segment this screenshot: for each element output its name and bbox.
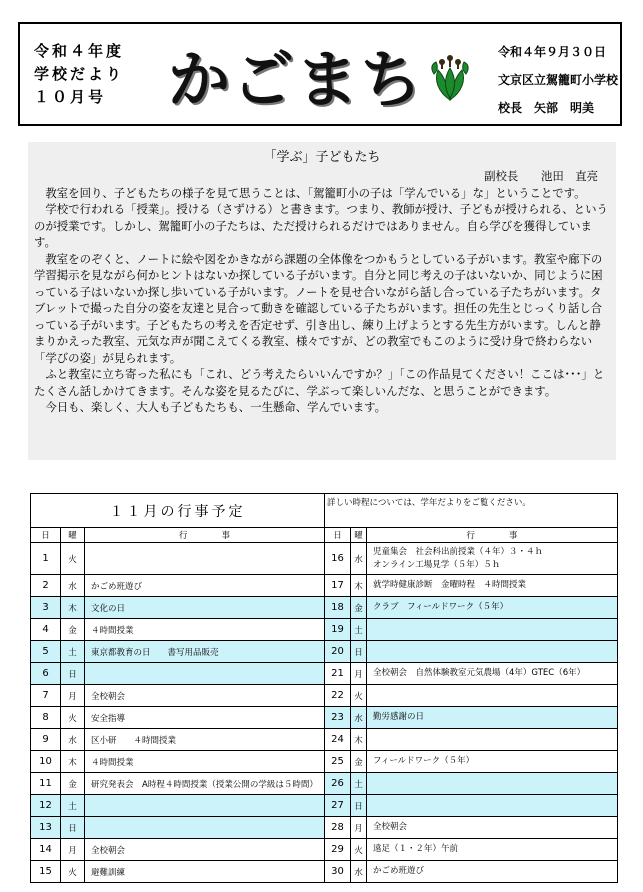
schedule-day: 23 <box>325 707 351 729</box>
school-crest-icon <box>428 54 472 102</box>
schedule-day: 28 <box>325 817 351 839</box>
col-dow-header: 曜 <box>351 528 367 543</box>
schedule-event-line: クラブ フィールドワーク（５年） <box>373 602 509 612</box>
schedule-row <box>31 543 618 575</box>
schedule-event <box>367 817 618 839</box>
schedule-dow: 火 <box>61 707 85 729</box>
schedule-dow: 月 <box>61 839 85 861</box>
schedule-dow: 日 <box>351 795 367 817</box>
school-name: 文京区立駕籠町小学校 <box>498 73 619 87</box>
schedule-event <box>367 861 618 883</box>
schedule-event: 全校朝会 <box>85 839 325 861</box>
schedule-event: 研究発表会 A時程４時間授業（授業公開の学級は５時間） <box>85 773 325 795</box>
schedule-dow: 水 <box>351 707 367 729</box>
schedule-day: 15 <box>31 861 61 883</box>
schedule-event: 全校朝会 <box>85 685 325 707</box>
schedule-dow: 金 <box>61 773 85 795</box>
schedule-day: 20 <box>325 641 351 663</box>
article-paragraph: 今日も、楽しく、大人も子どもたちも、一生懸命、学んでいます。 <box>45 400 386 414</box>
schedule-row <box>31 861 618 883</box>
schedule-day: 24 <box>325 729 351 751</box>
col-event-header: 行 事 <box>367 528 618 543</box>
schedule-event <box>367 619 618 641</box>
schedule-dow: 金 <box>61 619 85 641</box>
schedule-event <box>367 795 618 817</box>
schedule-day: 6 <box>31 663 61 685</box>
newsletter-header <box>18 22 622 126</box>
principal-name: 校長 矢部 明美 <box>498 101 595 115</box>
schedule-event <box>367 773 618 795</box>
article-title: 「学ぶ」子どもたち <box>263 150 381 165</box>
schedule-event: 文化の日 <box>85 597 325 619</box>
article-box <box>28 142 616 460</box>
schedule-day: 29 <box>325 839 351 861</box>
schedule-event-line: 遠足（１・２年）午前 <box>373 844 459 854</box>
schedule-dow: 日 <box>61 817 85 839</box>
schedule-event <box>367 663 618 685</box>
schedule-row <box>31 839 618 861</box>
issue-info <box>498 38 620 122</box>
schedule-dow: 木 <box>61 751 85 773</box>
newsletter-title: かごまち <box>168 43 425 116</box>
schedule-day: 3 <box>31 597 61 619</box>
issue-line-2: 学校だより <box>34 65 125 83</box>
issue-date: 令和４年９月３０日 <box>498 45 607 59</box>
schedule-day: 26 <box>325 773 351 795</box>
schedule-title: １１月の行事予定 <box>31 494 325 528</box>
schedule-day: 17 <box>325 575 351 597</box>
schedule-header-row <box>31 528 618 543</box>
schedule-row <box>31 575 618 597</box>
schedule-dow: 水 <box>351 861 367 883</box>
schedule-event <box>367 707 618 729</box>
schedule-event: 避難訓練 <box>85 861 325 883</box>
schedule-event <box>367 839 618 861</box>
schedule-dow: 土 <box>61 795 85 817</box>
schedule-event <box>85 543 325 575</box>
schedule-event <box>367 597 618 619</box>
schedule-event <box>367 641 618 663</box>
schedule-dow: 火 <box>61 543 85 575</box>
schedule-event <box>367 751 618 773</box>
schedule-day: 5 <box>31 641 61 663</box>
schedule-dow: 土 <box>61 641 85 663</box>
schedule-event: 東京都教育の日 書写用品販売 <box>85 641 325 663</box>
schedule-row <box>31 707 618 729</box>
col-dow-header: 曜 <box>61 528 85 543</box>
schedule-day: 11 <box>31 773 61 795</box>
schedule-event <box>367 685 618 707</box>
schedule-row <box>31 685 618 707</box>
schedule-event <box>85 795 325 817</box>
schedule-row <box>31 795 618 817</box>
schedule-event-line: フィールドワーク（５年） <box>373 756 475 766</box>
schedule-day: 16 <box>325 543 351 575</box>
schedule-row <box>31 773 618 795</box>
schedule-event <box>367 729 618 751</box>
schedule-day: 2 <box>31 575 61 597</box>
schedule-dow: 月 <box>351 663 367 685</box>
schedule-day: 7 <box>31 685 61 707</box>
schedule-dow: 月 <box>61 685 85 707</box>
schedule-day: 27 <box>325 795 351 817</box>
schedule-dow: 火 <box>351 839 367 861</box>
col-day-header: 日 <box>325 528 351 543</box>
issue-label <box>34 40 152 109</box>
schedule-event <box>85 817 325 839</box>
schedule-event-line: 勤労感謝の日 <box>373 712 425 722</box>
schedule-event-line: 全校朝会 自然体験教室元気農場（4年）GTEC（6年） <box>373 668 586 678</box>
schedule-event <box>367 575 618 597</box>
schedule-section <box>30 493 617 883</box>
schedule-dow: 日 <box>351 641 367 663</box>
schedule-dow: 金 <box>351 751 367 773</box>
schedule-row <box>31 663 618 685</box>
schedule-note: 詳しい時程については、学年だよりをご覧ください。 <box>325 494 618 528</box>
issue-line-1: 令和４年度 <box>34 42 125 60</box>
schedule-dow: 日 <box>61 663 85 685</box>
schedule-row <box>31 729 618 751</box>
schedule-dow: 火 <box>351 685 367 707</box>
schedule-day: 30 <box>325 861 351 883</box>
schedule-event <box>367 543 618 575</box>
schedule-row <box>31 597 618 619</box>
schedule-day: 10 <box>31 751 61 773</box>
schedule-dow: 土 <box>351 773 367 795</box>
schedule-day: 21 <box>325 663 351 685</box>
schedule-table <box>30 493 618 883</box>
schedule-dow: 木 <box>351 575 367 597</box>
schedule-dow: 土 <box>351 619 367 641</box>
col-event-header: 行 事 <box>85 528 325 543</box>
schedule-day: 9 <box>31 729 61 751</box>
schedule-event <box>85 663 325 685</box>
article-paragraph: 教室を回り、子どもたちの様子を見て思うことは、「駕籠町小の子は「学んでいる」な」ということです。 <box>45 185 586 200</box>
schedule-dow: 木 <box>351 729 367 751</box>
schedule-event: ４時間授業 <box>85 751 325 773</box>
schedule-dow: 水 <box>61 729 85 751</box>
article-paragraph: 学校で行われる「授業」。授ける（さずける）と書きます。つまり、教師が授け、子どもが授けられる、というのが授業です。しかし、駕籠町小の子たちは、ただ授けられるだけではありません。自ら学びを獲得しています。 <box>34 202 608 249</box>
issue-line-3: １０月号 <box>34 88 107 106</box>
schedule-dow: 木 <box>61 597 85 619</box>
schedule-event: 安全指導 <box>85 707 325 729</box>
schedule-day: 25 <box>325 751 351 773</box>
schedule-row <box>31 641 618 663</box>
schedule-day: 19 <box>325 619 351 641</box>
schedule-dow: 金 <box>351 597 367 619</box>
schedule-dow: 水 <box>351 543 367 575</box>
schedule-day: 12 <box>31 795 61 817</box>
schedule-row <box>31 751 618 773</box>
article-paragraph: 教室をのぞくと、ノートに絵や図をかきながら課題の全体像をつかもうとしている子がいます。教室や廊下の学習掲示を見ながら何かヒントはないか探している子がいます。自分と同じ考えの子はいないか、同じように困っている子はいないか探し歩いている子がいます。ノートを見せ合いながら話し合っている子たちがいます。タブレットで撮った自分の姿を友達と見合って動きを確認している子たちがいます。担任の先生とじっくり話し合っている子がいます。子どもたちの考えを否定せず、引き出し、練り上げようとする先生方がいます。しんと静まりかえった教室、元気な声が聞こえてくる教室、様々ですが、どの教室でもこのように受け身で終わらない「学びの姿」が見られます。 <box>34 251 603 365</box>
schedule-event: ４時間授業 <box>85 619 325 641</box>
schedule-event-line: オンライン工場見学（５年）５ｈ <box>373 559 501 570</box>
schedule-day: 1 <box>31 543 61 575</box>
schedule-event-line: 児童集会 社会科出前授業（４年）３・４ｈ <box>373 546 544 557</box>
schedule-day: 14 <box>31 839 61 861</box>
schedule-event-line: かごめ班遊び <box>373 866 425 876</box>
schedule-day: 4 <box>31 619 61 641</box>
article-author: 副校長 池田 直亮 <box>484 169 598 183</box>
schedule-day: 8 <box>31 707 61 729</box>
schedule-day: 18 <box>325 597 351 619</box>
schedule-row <box>31 619 618 641</box>
schedule-dow: 月 <box>351 817 367 839</box>
schedule-event: 区小研 ４時間授業 <box>85 729 325 751</box>
schedule-dow: 火 <box>61 861 85 883</box>
schedule-row <box>31 817 618 839</box>
schedule-day: 13 <box>31 817 61 839</box>
article-paragraph: ふと教室に立ち寄った私にも「これ、どう考えたらいいんですか？」「この作品見てください！ここは･･･」とたくさん話しかけてきます。そんな姿を見るたびに、学ぶって楽しいんだな、と思うことができます。 <box>34 367 605 398</box>
schedule-event: かごめ班遊び <box>85 575 325 597</box>
schedule-day: 22 <box>325 685 351 707</box>
col-day-header: 日 <box>31 528 61 543</box>
schedule-dow: 水 <box>61 575 85 597</box>
schedule-event-line: 就学時健康診断 金曜時程 ４時間授業 <box>373 580 527 590</box>
schedule-event-line: 全校朝会 <box>373 822 408 832</box>
